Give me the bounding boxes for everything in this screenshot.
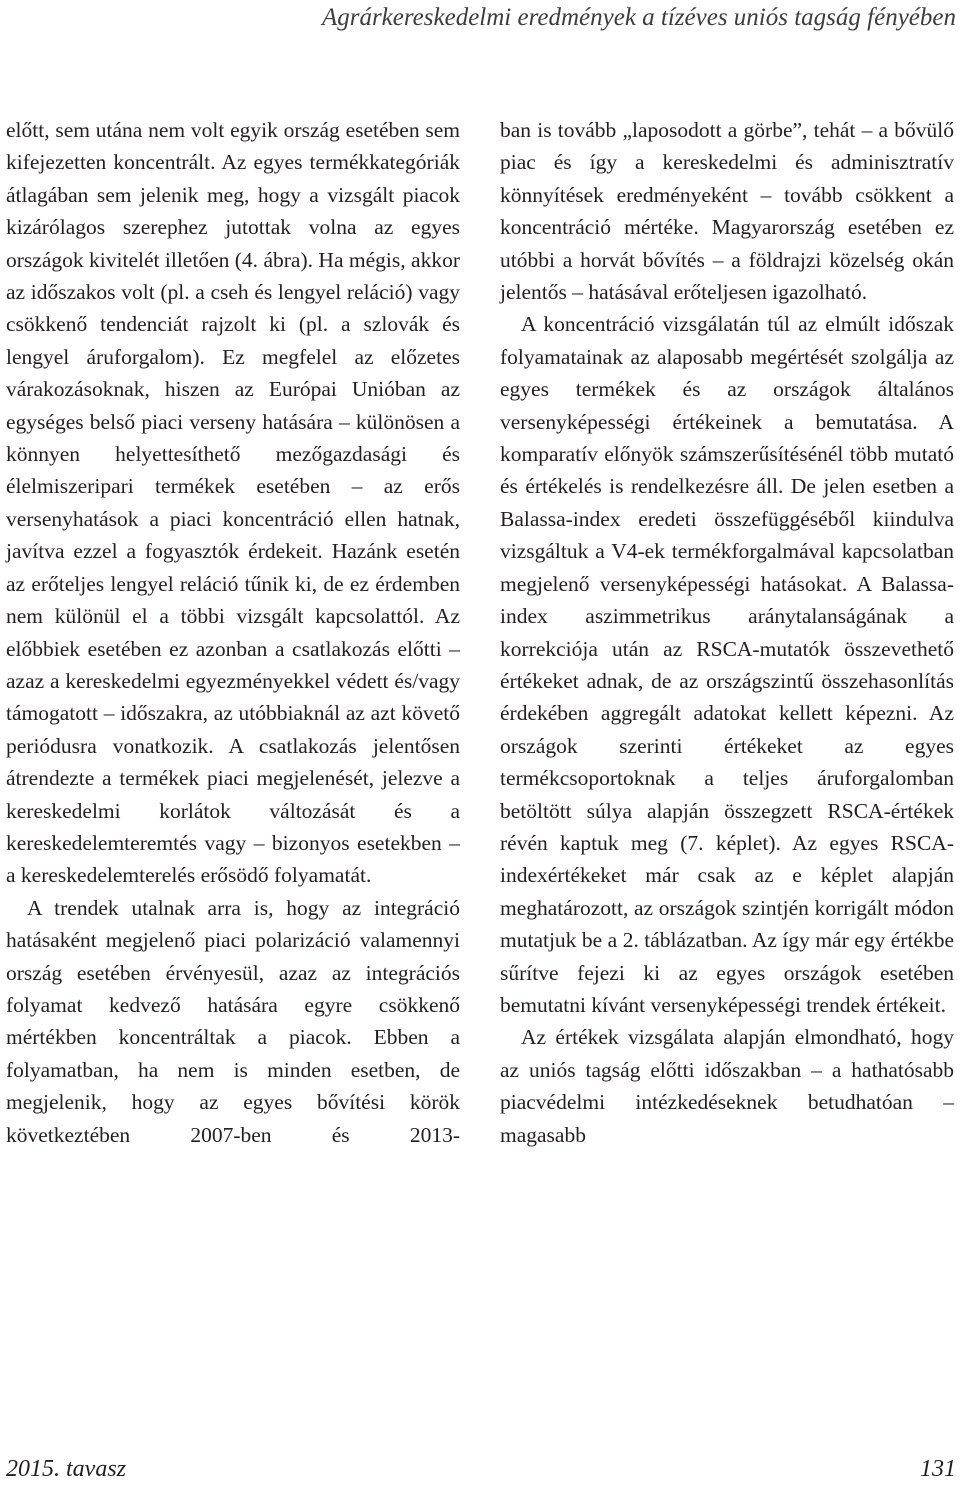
page-number: 131	[920, 1456, 956, 1482]
paragraph: előtt, sem utána nem volt egyik ország esetében sem kifejezetten koncentrált. Az egyes termékkategóriák átlagában sem jelenik meg, hogy a vizsgált piacok kizárólagos szerephez jutottak volna az egyes országok kivitelét illetően (4. ábra). Ha mégis, akkor az időszakos volt (pl. a cseh és lengyel reláció) vagy csökkenő tendenciát rajzolt ki (pl. a szlovák és lengyel áruforgalom). Ez megfelel az előzetes várakozásoknak, hiszen az Európai Unióban az egységes belső piaci verseny hatására – különösen a könnyen helyettesíthető mezőgazdasági és élelmiszeripari termékek esetében – az erős versenyhatások a piaci koncentráció ellen hatnak, javítva ezzel a fogyasztók érdekeit. Hazánk esetén az erőteljes lengyel reláció tűnik ki, de ez érdemben nem különül el a többi vizsgált kapcsolattól. Az előbbiek esetében ez azonban a csatlakozás előtti – azaz a kereskedelmi egyezményekkel védett és/vagy támogatott – időszakra, az utóbbiaknál az azt követő periódusra vonatkozik. A csatlakozás jelentősen átrendezte a termékek piaci megjelenését, jelezve a kereskedelmi korlátok változását és a kereskedelemteremtés vagy – bizonyos esetekben – a kereskedelemterelés erősödő folyamatát.	[6, 118, 460, 888]
issue-label: 2015. tavasz	[6, 1456, 126, 1482]
paragraph: A trendek utalnak arra is, hogy az integráció hatásaként megjelenő piaci polarizáció valamennyi ország esetében érvényesül, azaz az integrációs folyamat kedvező hatására egyre csökkenő mértékben koncentráltak a piacok. Ebben a folyamatban, ha nem is minden esetben, de megjelenik, hogy az egyes bővítési körök következtében 2007-ben és 2013-	[6, 895, 460, 1147]
paragraph: Az értékek vizsgálata alapján elmondható, hogy az uniós tagság előtti időszakban – a hathatósabb piacvédelmi intézkedéseknek betudhatóan – magasabb	[500, 1025, 954, 1147]
running-title: Agrárkereskedelmi eredmények a tízéves uniós tagság fényében	[321, 4, 956, 31]
page-footer	[0, 1456, 960, 1486]
left-column	[6, 114, 460, 1151]
paragraph: A koncentráció vizsgálatán túl az elmúlt időszak folyamatainak az alaposabb megértését szolgálja az egyes termékek és az országok általános versenyképességi értékeinek a bemutatása. A komparatív előnyök számszerűsítésénél több mutató és értékelés is rendelkezésre áll. De jelen esetben a Balassa-index eredeti összefüggéséből kiindulva vizsgáltuk a V4-ek termékforgalmával kapcsolatban megjelenő versenyképességi hatásokat. A Balassa-index aszimmetrikus aránytalanságának a korrekciója után az RSCA-mutatók összevethető értékeket adnak, de az országszintű összehasonlítás érdekében aggregált adatokat kellett képezni. Az országok szerinti értékeket az egyes termékcsoportoknak a teljes áruforgalomban betöltött súlya alapján összegzett RSCA-értékek révén kaptuk meg (7. képlet). Az egyes RSCA-indexértékeket már csak az e képlet alapján meghatározott, az országok szintjén korrigált módon mutatjuk be a 2. táblázatban. Az így már egy értékbe sűrítve fejezi ki az egyes országok esetében bemutatni kívánt versenyképességi trendek értékeit.	[500, 312, 954, 1017]
right-column	[500, 114, 954, 1151]
paragraph: ban is tovább „laposodott a görbe”, tehát – a bővülő piac és így a kereskedelmi és adminisztratív könnyítések eredményeként – tovább csökkent a koncentráció mértéke. Magyarország esetében ez utóbbi a horvát bővítés – a földrajzi közelség okán jelentős – hatásával erőteljesen igazolható.	[500, 118, 954, 305]
